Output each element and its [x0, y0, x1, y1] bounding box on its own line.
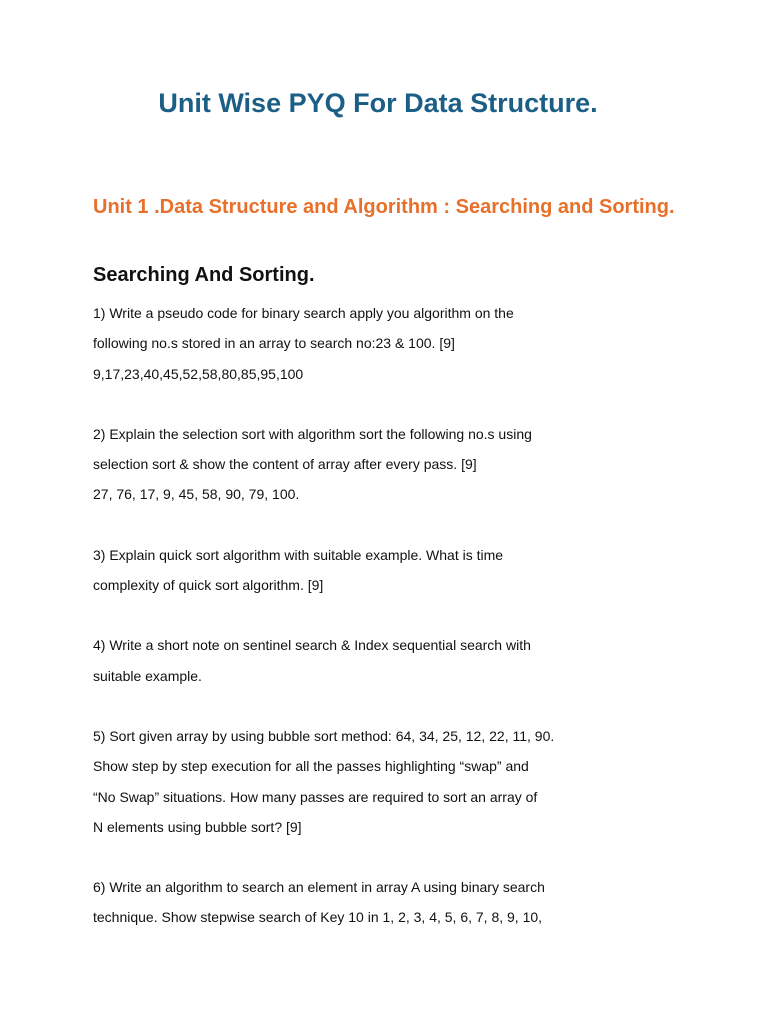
question-6 — [93, 872, 693, 933]
question-line: Show step by step execution for all the passes highlighting “swap” and — [93, 758, 529, 775]
question-line: “No Swap” situations. How many passes are required to sort an array of — [93, 788, 538, 805]
question-line: complexity of quick sort algorithm. [9] — [93, 577, 324, 594]
question-line: 3) Explain quick sort algorithm with suitable example. What is time — [93, 546, 504, 563]
question-line: 27, 76, 17, 9, 45, 58, 90, 79, 100. — [93, 486, 300, 503]
question-line: 9,17,23,40,45,52,58,80,85,95,100 — [93, 365, 304, 382]
question-line: 5) Sort given array by using bubble sort method: 64, 34, 25, 12, 22, 11, 90. — [93, 727, 555, 744]
question-1 — [93, 298, 693, 389]
question-line: selection sort & show the content of array after every pass. [9] — [93, 456, 477, 473]
unit-heading: Unit 1 .Data Structure and Algorithm : Searching and Sorting. — [93, 196, 675, 218]
question-3 — [93, 540, 693, 601]
question-line: 2) Explain the selection sort with algorithm sort the following no.s using — [93, 425, 532, 442]
question-line: 6) Write an algorithm to search an element in array A using binary search — [93, 879, 545, 896]
question-line: N elements using bubble sort? [9] — [93, 818, 302, 835]
section-heading: Searching And Sorting. — [93, 264, 315, 286]
question-line: suitable example. — [93, 667, 202, 684]
question-5 — [93, 721, 693, 842]
question-line: technique. Show stepwise search of Key 10 in 1, 2, 3, 4, 5, 6, 7, 8, 9, 10, — [93, 909, 543, 926]
question-4 — [93, 630, 693, 691]
question-line: 4) Write a short note on sentinel search & Index sequential search with — [93, 637, 531, 654]
document-title: Unit Wise PYQ For Data Structure. — [158, 88, 598, 118]
question-2 — [93, 419, 693, 510]
question-line: following no.s stored in an array to search no:23 & 100. [9] — [93, 335, 455, 352]
question-list — [93, 298, 693, 963]
question-line: 1) Write a pseudo code for binary search apply you algorithm on the — [93, 305, 514, 321]
